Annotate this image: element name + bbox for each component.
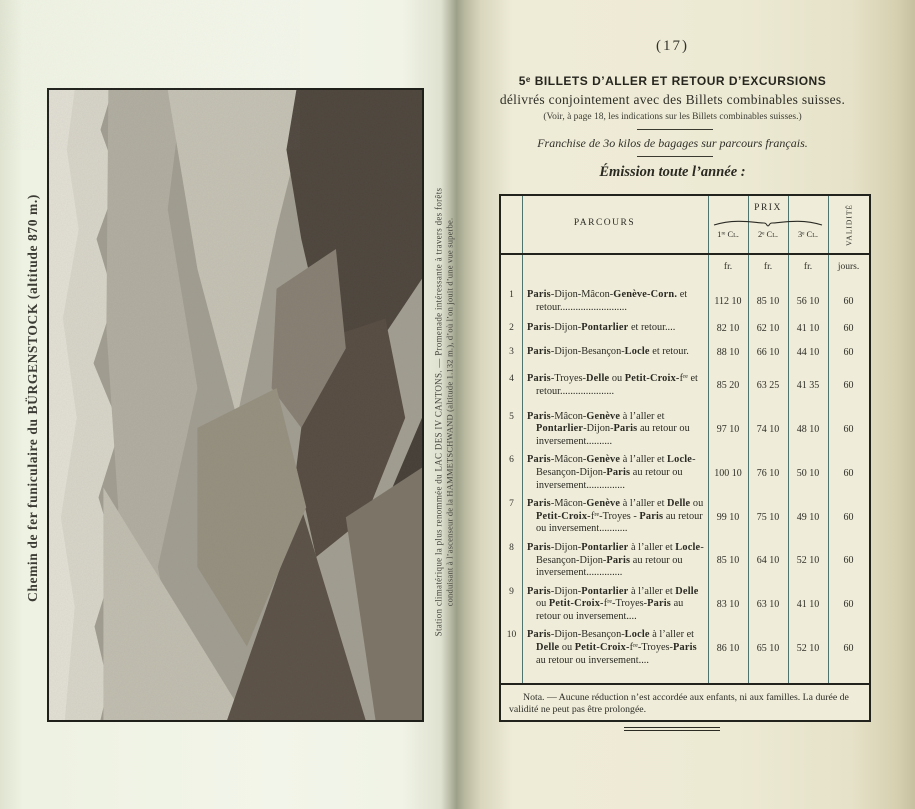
route-bold-segment: Paris <box>647 598 671 610</box>
route-segment: au retour ou inversement.... <box>536 598 684 622</box>
price-2nd-class: 62 10 <box>756 322 780 334</box>
price-1st-class: 83 10 <box>716 599 740 611</box>
route-bold-segment: Genève-Corn. <box>613 289 678 300</box>
route-segment: à l’aller et <box>620 454 668 466</box>
unit-jours: jours. <box>837 262 860 272</box>
route-segment: au retour ou inversement.............. <box>536 554 683 579</box>
unit-fr2: fr. <box>763 262 773 272</box>
route-segment: ou <box>536 598 549 610</box>
route-segment: -Dijon- <box>550 585 582 597</box>
prix-brace <box>712 217 824 227</box>
route-bold-segment: Paris <box>527 498 551 510</box>
route-segment: -Dijon- <box>583 423 614 435</box>
route-description <box>522 542 708 580</box>
route-bold-segment: Paris <box>527 345 551 357</box>
route-segment: et retour.......................... <box>536 289 688 313</box>
price-3rd-class: 44 10 <box>796 346 820 358</box>
route-description <box>522 586 708 624</box>
validity-days: 60 <box>843 380 854 392</box>
validity-days: 60 <box>843 346 854 358</box>
page-number: (17) <box>656 38 689 54</box>
route-text <box>527 411 705 449</box>
divider-rule <box>637 129 713 130</box>
route-text <box>527 629 705 667</box>
spine-caption: Chemin de fer funiculaire du BÜRGENSTOCK (altitude 870 m.) <box>25 194 40 602</box>
price-2nd-class: 65 10 <box>756 642 780 654</box>
price-2nd-class: 75 10 <box>756 511 780 523</box>
route-bold-segment: Paris <box>527 373 551 385</box>
route-segment: -Besançon-Dijon- <box>536 541 704 566</box>
price-1st-class: 85 10 <box>716 555 740 567</box>
route-bold-segment: Delle <box>667 498 691 510</box>
franchise-note: Franchise de 3o kilos de bagages sur parcours français. <box>537 136 808 150</box>
route-bold-segment: Paris <box>527 629 551 641</box>
table-row <box>501 411 869 449</box>
route-bold-segment: Pontarlier <box>581 541 629 553</box>
row-number: 1 <box>509 290 514 300</box>
note-rule <box>501 683 869 685</box>
route-bold-segment: Delle <box>585 373 610 385</box>
route-bold-segment: Locle <box>675 541 701 553</box>
row-number: 8 <box>509 542 514 553</box>
route-segment: -Mâcon- <box>550 454 587 466</box>
row-number: 10 <box>506 630 517 641</box>
route-bold-segment: Paris <box>606 466 631 478</box>
photo-caption-line1: Station climatérique la plus renommée du LAC DES IV CANTONS. — Promenade intéressante à travers des forêts <box>433 187 444 637</box>
validity-days: 60 <box>843 511 854 523</box>
price-1st-class: 82 10 <box>716 322 740 334</box>
validity-days: 60 <box>843 467 854 479</box>
route-bold-segment: Petit-Croix- <box>624 373 680 385</box>
table-row <box>501 346 869 359</box>
route-text <box>527 373 705 398</box>
divider-rule <box>637 156 713 157</box>
route-bold-segment: Delle <box>675 585 699 597</box>
route-text <box>527 346 705 359</box>
validity-days: 60 <box>843 599 854 611</box>
table-row <box>501 498 869 536</box>
nota-text: Nota. — Aucune réduction n’est accordée aux enfants, ni aux familles. La durée de validité ne peut pas être prolongée. <box>509 692 849 715</box>
route-bold-segment: Paris <box>606 554 631 566</box>
route-segment: -Dijon-Besançon- <box>550 345 625 357</box>
fare-table <box>499 194 871 722</box>
table-row <box>501 373 869 398</box>
col-header-class3: 3ᵉ Cl. <box>797 229 818 239</box>
route-segment: -Dijon-Mâcon- <box>550 289 614 300</box>
route-text <box>527 542 705 580</box>
route-text <box>527 289 705 314</box>
route-description <box>522 454 708 492</box>
route-bold-segment: Locle <box>624 629 650 641</box>
route-bold-segment: Paris <box>527 585 551 597</box>
route-segment: à l’aller et <box>628 541 676 553</box>
col-header-parcours: PARCOURS <box>573 218 636 228</box>
price-3rd-class: 49 10 <box>796 511 820 523</box>
price-3rd-class: 41 10 <box>796 322 820 334</box>
col-header-validite-label: VALIDITÉ <box>844 203 853 246</box>
unit-fr3: fr. <box>803 262 813 272</box>
reference-note: (Voir, à page 18, les indications sur les Billets combinables suisses.) <box>543 112 802 122</box>
table-row <box>501 629 869 667</box>
route-segment: et retour.... <box>628 322 676 334</box>
route-segment: fʳᵉ-Troyes- <box>603 598 648 610</box>
row-number: 6 <box>509 455 514 466</box>
route-segment: au retour ou inversement............... <box>536 466 683 491</box>
price-3rd-class: 41 10 <box>796 599 820 611</box>
route-bold-segment: Genève <box>586 410 621 422</box>
route-text <box>527 586 705 624</box>
row-number: 3 <box>509 346 514 357</box>
route-bold-segment: Pontarlier <box>581 585 629 597</box>
route-description <box>522 322 708 335</box>
route-segment: -Dijon- <box>550 322 582 334</box>
route-bold-segment: Paris <box>639 510 664 522</box>
price-2nd-class: 63 25 <box>756 380 780 392</box>
price-2nd-class: 85 10 <box>756 296 780 308</box>
validity-days: 60 <box>843 555 854 567</box>
table-row <box>501 454 869 492</box>
price-3rd-class: 52 10 <box>796 555 820 567</box>
route-bold-segment: Paris <box>527 541 551 553</box>
route-segment: -Dijon- <box>550 541 582 553</box>
price-1st-class: 99 10 <box>716 511 740 523</box>
route-description <box>522 411 708 449</box>
route-segment: -Dijon-Besançon- <box>550 629 625 641</box>
price-3rd-class: 41 35 <box>796 380 820 392</box>
route-segment: -Mâcon- <box>550 498 587 510</box>
table-row <box>501 322 869 335</box>
route-bold-segment: Paris <box>673 642 697 654</box>
section-subtitle: délivrés conjointement avec des Billets combinables suisses. <box>499 92 846 107</box>
route-bold-segment: Locle <box>667 454 693 466</box>
emission-heading: Émission toute l’année : <box>599 164 746 180</box>
route-bold-segment: Pontarlier <box>536 423 584 435</box>
route-segment: -Troyes- <box>550 373 586 385</box>
row-number: 7 <box>509 499 514 510</box>
price-1st-class: 112 10 <box>714 296 742 308</box>
price-2nd-class: 76 10 <box>756 467 780 479</box>
route-segment: à l’aller et <box>620 410 665 422</box>
route-bold-segment: Paris <box>527 289 551 300</box>
row-number: 5 <box>509 411 514 422</box>
route-bold-segment: Paris <box>527 410 551 422</box>
route-segment: fʳᵉ et retour..................... <box>536 373 698 397</box>
unit-fr1: fr. <box>723 262 733 272</box>
route-description <box>522 629 708 667</box>
route-segment: à l’aller et <box>628 585 676 597</box>
route-segment: à l’aller et <box>620 498 668 510</box>
route-bold-segment: Petit-Croix- <box>574 642 630 654</box>
price-1st-class: 100 10 <box>714 467 742 479</box>
route-bold-segment: Paris <box>527 454 551 466</box>
route-bold-segment: Pontarlier <box>581 322 629 334</box>
validity-days: 60 <box>843 322 854 334</box>
row-number: 9 <box>509 586 514 597</box>
right-page <box>462 0 905 809</box>
route-segment: au retour ou inversement.... <box>536 654 649 666</box>
col-header-class1: 1ʳᵉ Cl. <box>717 229 739 239</box>
mountain-photo-art <box>49 90 422 720</box>
table-row <box>501 542 869 580</box>
price-1st-class: 88 10 <box>716 346 740 358</box>
row-number: 4 <box>509 374 514 385</box>
route-description <box>522 498 708 536</box>
col-header-class2: 2ᵉ Cl. <box>757 229 778 239</box>
table-rows <box>501 281 869 667</box>
route-segment: ou <box>609 373 625 385</box>
route-bold-segment: Petit-Croix- <box>548 598 604 610</box>
route-segment: et retour. <box>649 345 689 357</box>
route-description <box>522 289 708 314</box>
end-ornament-rule <box>624 727 720 731</box>
validity-days: 60 <box>843 423 854 435</box>
col-header-validite <box>828 196 869 253</box>
route-segment: fʳᵉ-Troyes - <box>590 510 640 522</box>
route-description <box>522 346 708 359</box>
validity-days: 60 <box>843 642 854 654</box>
route-segment: à l’aller et <box>649 629 695 641</box>
price-3rd-class: 48 10 <box>796 423 820 435</box>
price-1st-class: 86 10 <box>716 642 740 654</box>
route-segment: -Mâcon- <box>550 410 587 422</box>
route-segment: ou <box>559 642 575 654</box>
section-title: 5ᵉ BILLETS D’ALLER ET RETOUR D’EXCURSIONS <box>518 74 827 88</box>
price-1st-class: 85 20 <box>716 380 740 392</box>
col-header-prix: PRIX <box>754 203 782 213</box>
route-bold-segment: Genève <box>586 498 621 510</box>
route-segment: fʳᵉ-Troyes- <box>629 642 673 654</box>
route-bold-segment: Paris <box>613 423 638 435</box>
route-description <box>522 373 708 398</box>
route-bold-segment: Locle <box>624 345 650 357</box>
table-row <box>501 289 869 314</box>
route-text <box>527 322 705 335</box>
route-text <box>527 454 705 492</box>
validity-days: 60 <box>843 296 854 308</box>
photo-caption-line2: conduisant à l’ascenseur de la HAMMETSCHWAND (altitude 1.132 m.), d’où l’on jouit d’une vue superbe. <box>444 217 455 607</box>
route-bold-segment: Genève <box>586 454 621 466</box>
route-segment: ou <box>690 498 704 510</box>
price-2nd-class: 74 10 <box>756 423 780 435</box>
row-number: 2 <box>509 323 514 334</box>
price-3rd-class: 52 10 <box>796 642 820 654</box>
price-1st-class: 97 10 <box>716 423 740 435</box>
price-2nd-class: 63 10 <box>756 599 780 611</box>
route-segment: au retour ou inversement.......... <box>536 423 690 447</box>
price-2nd-class: 66 10 <box>756 346 780 358</box>
price-2nd-class: 64 10 <box>756 555 780 567</box>
route-segment: au retour ou inversement........... <box>536 510 703 535</box>
route-segment: -Besançon-Dijon- <box>536 454 696 478</box>
photo-caption <box>434 188 455 637</box>
route-bold-segment: Delle <box>536 642 560 654</box>
mountain-photo <box>47 88 424 722</box>
table-row <box>501 586 869 624</box>
price-3rd-class: 56 10 <box>796 296 820 308</box>
price-3rd-class: 50 10 <box>796 467 820 479</box>
route-bold-segment: Paris <box>527 322 551 334</box>
route-text <box>527 498 705 536</box>
route-bold-segment: Petit-Croix- <box>536 510 591 522</box>
